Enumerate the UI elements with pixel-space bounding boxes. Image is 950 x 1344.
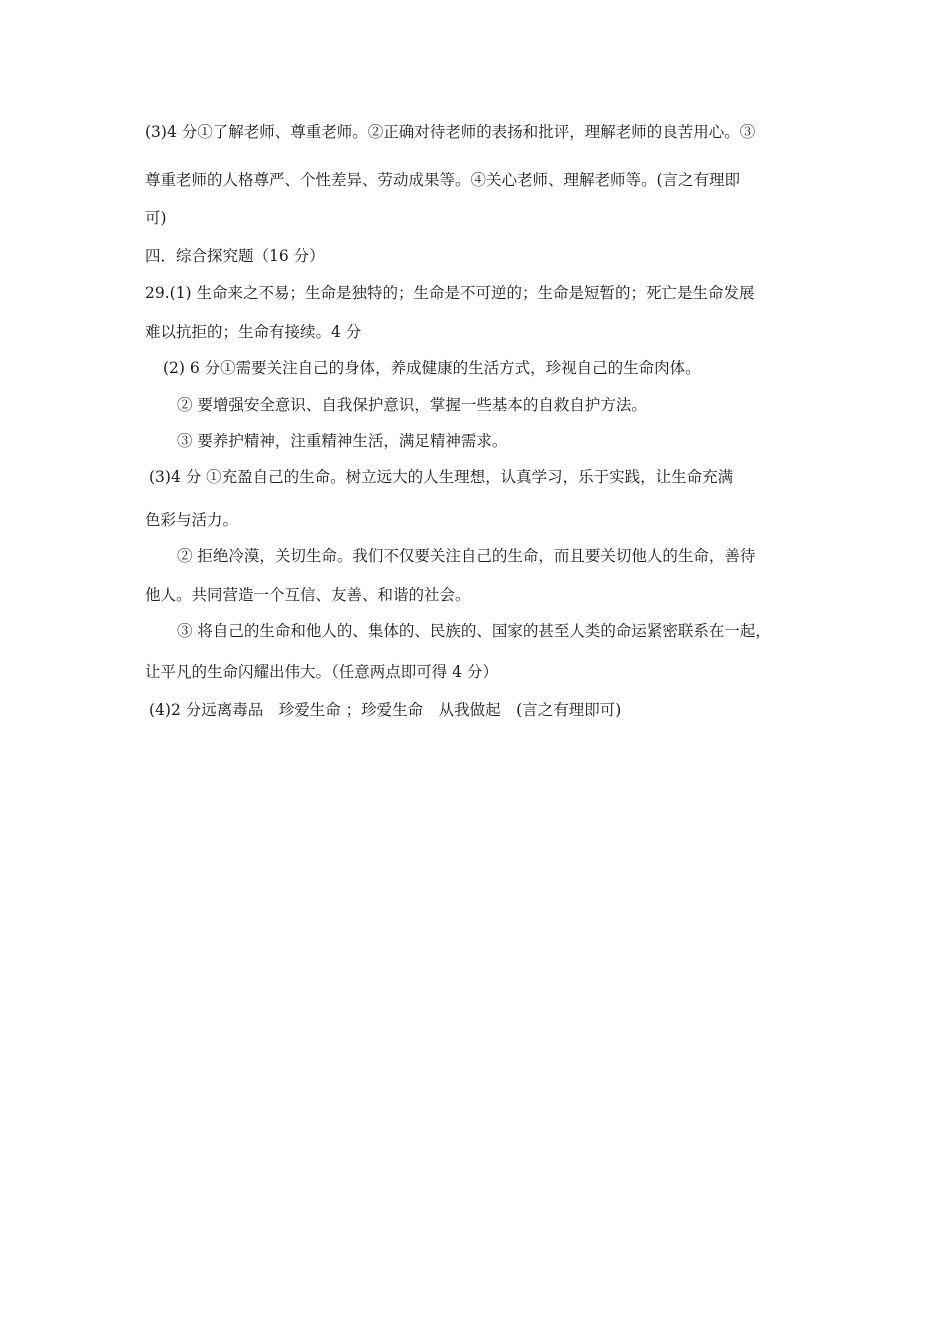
- answer-29-3-line-6: 让平凡的生命闪耀出伟大。（任意两点即可得 4 分）: [145, 663, 498, 681]
- answer-29-2-line-2: ② 要增强安全意识、自我保护意识，掌握一些基本的自救自护方法。: [177, 396, 647, 414]
- answer-3-line-3: 可): [145, 209, 167, 227]
- answer-29-4-line-1: (4)2 分远离毒品 珍爱生命 ；珍爱生命 从我做起 (言之有理即可): [149, 701, 622, 719]
- answer-29-3-line-4: 他人。共同营造一个互信、友善、和谐的社会。: [145, 586, 471, 604]
- answer-29-2-line-1: (2) 6 分①需要关注自己的身体，养成健康的生活方式，珍视自己的生命肉体。: [163, 359, 701, 377]
- answer-29-3-line-3: ② 拒绝冷漠，关切生命。我们不仅要关注自己的生命，而且要关切他人的生命，善待: [177, 547, 756, 565]
- answer-29-1-line-2: 难以抗拒的；生命有接续。4 分: [145, 323, 362, 341]
- answer-29-1-line-1: 29.(1) 生命来之不易；生命是独特的；生命是不可逆的；生命是短暂的；死亡是生命发展: [145, 284, 755, 302]
- answer-29-3-line-5: ③ 将自己的生命和他人的、集体的、民族的、国家的甚至人类的命运紧密联系在一起，: [177, 622, 771, 640]
- answer-29-2-line-3: ③ 要养护精神，注重精神生活，满足精神需求。: [177, 432, 508, 450]
- answer-3-line-2: 尊重老师的人格尊严、个性差异、劳动成果等。④关心老师、理解老师等。(言之有理即: [145, 171, 741, 189]
- answer-29-3-line-1: (3)4 分 ①充盈自己的生命。树立远大的人生理想，认真学习，乐于实践，让生命充满: [149, 468, 734, 486]
- answer-3-line-1: (3)4 分①了解老师、尊重老师。②正确对待老师的表扬和批评，理解老师的良苦用心。③: [145, 123, 756, 141]
- answer-29-3-line-2: 色彩与活力。: [145, 511, 239, 529]
- section-heading: 四．综合探究题（16 分）: [145, 247, 325, 265]
